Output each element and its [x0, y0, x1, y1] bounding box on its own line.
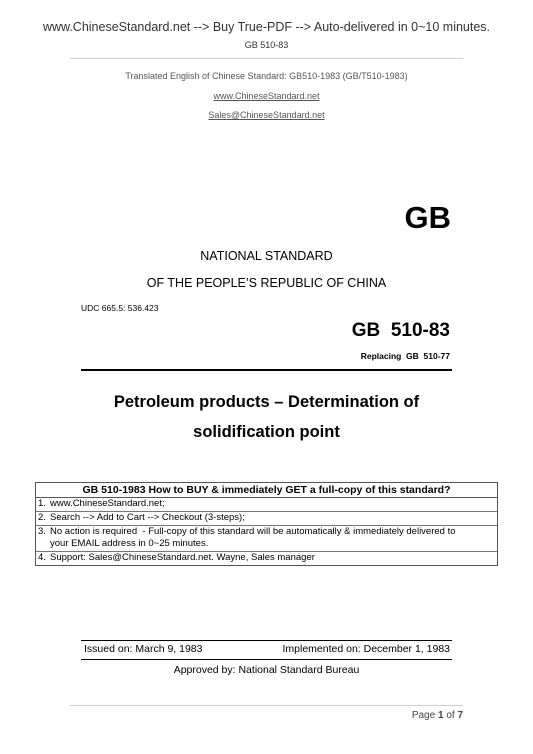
title-divider — [81, 369, 452, 371]
step-number: 2. — [38, 512, 46, 523]
step-text: www.ChineseStandard.net; — [50, 498, 165, 509]
step-number: 1. — [38, 498, 46, 509]
issued-divider-bottom — [81, 659, 452, 660]
standard-number: GB 510-83 — [351, 320, 450, 341]
step-text: No action is required - Full-copy of this standard will be automatically & immediately delivered to — [50, 526, 456, 537]
purchase-info-box — [35, 482, 498, 566]
page-current: 1 — [437, 710, 444, 721]
document-title-line2: solidification point — [193, 423, 340, 441]
translation-note: Translated English of Chinese Standard: GB510-1983 (GB/T510-1983) — [125, 71, 408, 81]
implemented-date: Implemented on: December 1, 1983 — [282, 643, 450, 655]
step-number: 4. — [38, 552, 46, 563]
purchase-box-heading: GB 510-1983 How to BUY & immediately GET a full-copy of this standard? — [36, 483, 497, 498]
udc-code: UDC 665.5: 536.423 — [81, 303, 159, 313]
issued-divider-top — [81, 640, 452, 641]
step-number: 3. — [38, 526, 46, 537]
page-indicator — [412, 710, 463, 721]
page-prefix: Page — [411, 710, 436, 721]
approved-by: Approved by: National Standard Bureau — [173, 664, 360, 676]
document-title-line1: Petroleum products – Determination of — [113, 393, 420, 411]
gb-logo: GB — [404, 200, 451, 235]
header-divider — [70, 58, 463, 59]
step-text: your EMAIL address in 0~25 minutes. — [50, 538, 209, 549]
site-link[interactable]: www.ChineseStandard.net — [213, 91, 320, 101]
step-text: Search --> Add to Cart --> Checkout (3-steps); — [50, 512, 245, 523]
republic-label: OF THE PEOPLE’S REPUBLIC OF CHINA — [146, 276, 387, 290]
email-link[interactable]: Sales@ChineseStandard.net — [208, 110, 325, 120]
page-of: of — [446, 710, 455, 721]
replacing-label: Replacing GB 510-77 — [360, 351, 450, 361]
header-standard-code: GB 510-83 — [244, 40, 289, 50]
step-text: Support: Sales@ChineseStandard.net. Wayne, Sales manager — [50, 552, 315, 563]
top-banner: www.ChineseStandard.net --> Buy True-PDF --> Auto-delivered in 0~10 minutes. — [42, 20, 491, 34]
issued-date: Issued on: March 9, 1983 — [84, 643, 203, 655]
page-total: 7 — [457, 710, 463, 721]
national-standard-label: NATIONAL STANDARD — [200, 249, 333, 263]
footer-divider — [70, 705, 463, 706]
